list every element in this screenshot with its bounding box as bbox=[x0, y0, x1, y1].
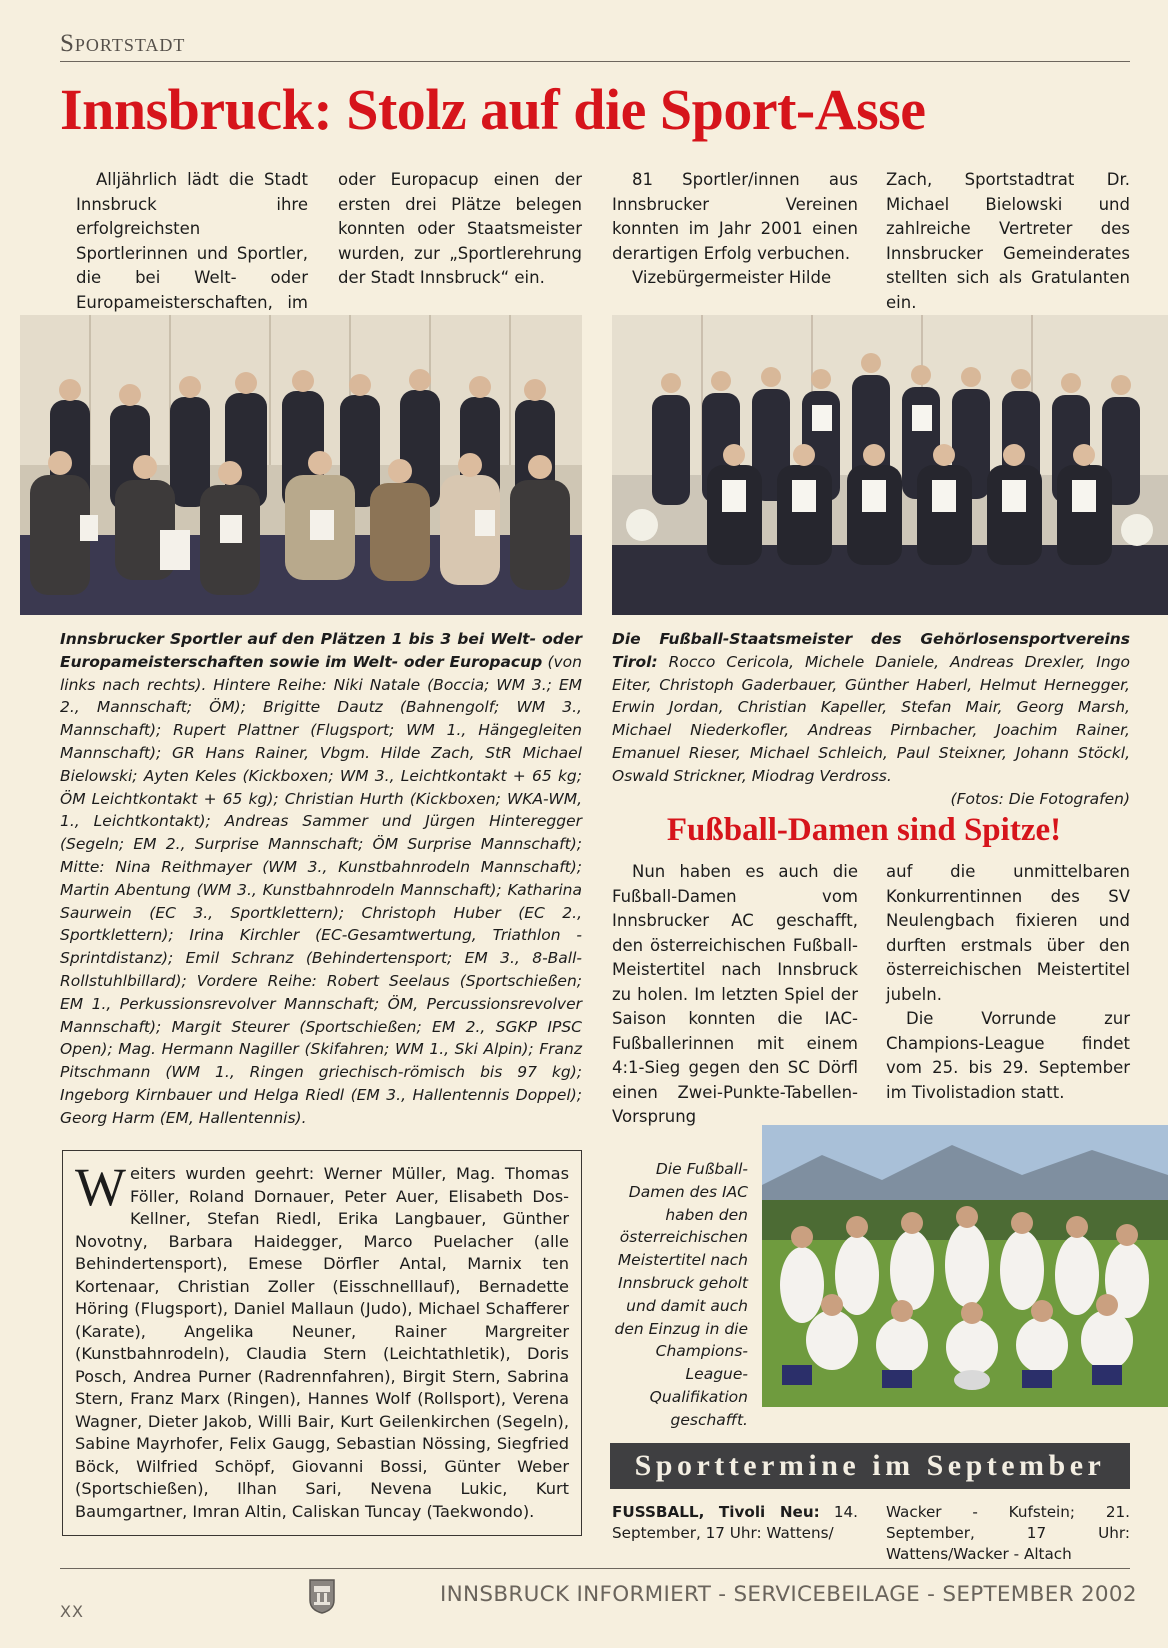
intro-col1-text: Alljährlich lädt die Stadt Innsbruck ihre erfolgreichsten Sportlerinnen und Sportler, die bei Welt- oder Europameisterschaften, im bbox=[76, 170, 308, 312]
termine-bold: FUSSBALL, Tivoli Neu: bbox=[612, 1503, 820, 1521]
intro-col4-text: Zach, Sportstadtrat Dr. Michael Bielowski und zahlreiche Vertreter des Innsbrucker Gemeinderates stellten sich als Gratulanten ein. bbox=[886, 170, 1130, 312]
intro-col3-text-b: Vizebürgermeister Hilde bbox=[632, 268, 832, 287]
deaf-football-team-photo bbox=[612, 315, 1168, 615]
sporttermine-banner: Sporttermine im September bbox=[610, 1443, 1130, 1489]
termine-column-1 bbox=[612, 1502, 858, 1544]
football-women-column-2 bbox=[886, 860, 1130, 1105]
athletes-caption-text: (von links nach rechts). Hintere Reihe: Niki Natale (Boccia; WM 3.; EM 2., Mannschaft; ÖM); Brigitte Dautz (Bahnengolf; WM 3., Mannschaft); Rupert Plattner (Flugsport; WM 1., Hängegleiten Mannschaft); GR Hans Rainer, Vbgm. Hilde Zach, StR Michael Bielowski; Ayten Keles (Kickboxen; WM 3., Leichtkontakt + 65 kg; ÖM Leichtkontakt + 65 kg); Christian Hurth (Kickboxen; WKA-WM, 1., Leichtkontakt); Andreas Sammer und Jürgen Hinteregger (Segeln; EM 2., Surprise Mannschaft; ÖM Surprise Mannschaft); Mitte: Nina Reithmayer (WM 3., Kunstbahnrodeln Mannschaft); Martin Abentung (WM 3., Kunstbahnrodeln Mannschaft); Katharina Saurwein (EC 3., Sportklettern); Christoph Huber (EC 2., Sportklettern); Irina Kirchler (EC-Gesamtwertung, Triathlon - Sprintdistanz); Emil Schranz (Behindertensport; EM 3., 8-Ball-Rollstuhlbillard); Vordere Reihe: Robert Seelaus (Sportschießen; EM 1., Perkussionsrevolver Mannschaft; ÖM, Percussionsrevolver Mannschaft); Margit Steurer (Sportschießen; EM 2., SGKP IPSC Open); Mag. Hermann Nagiller (Skifahren; WM 1., Ski Alpin); Franz Pitschmann (WM 1., Ringen griechisch-römisch bis 97 kg); Ingeborg Kirnbauer und Helga Riedl (EM 3., Hallentennis Doppel); Georg Harm (EM, Hallentennis). bbox=[60, 652, 582, 1127]
team-photo-caption: Die Fußball-Damen des IAC haben den österreichischen Meistertitel nach Innsbruck geholt und damit auch den Einzug in die Champions-League-Qualifikation geschafft. bbox=[614, 1160, 748, 1429]
further-honorees-box bbox=[62, 1150, 582, 1536]
intro-column-2 bbox=[338, 168, 582, 291]
intro-column-3 bbox=[612, 168, 858, 291]
publication-footer: INNSBRUCK INFORMIERT - SERVICEBEILAGE - SEPTEMBER 2002 bbox=[440, 1582, 1137, 1607]
football-women-column-1 bbox=[612, 860, 858, 1130]
intro-col3-text: 81 Sportler/innen aus Innsbrucker Vereinen konnten im Jahr 2001 einen derartigen Erfolg verbuchen. bbox=[612, 170, 858, 263]
football-women-col2-text-b: Die Vorrunde zur Champions-League findet vom 25. bis 29. September im Tivolistadion statt. bbox=[886, 1009, 1130, 1102]
football-caption-bold: Die Fußball-Staatsmeister des Gehörlosensportvereins Tirol: bbox=[612, 630, 1130, 671]
intro-col2-text: oder Europacup einen der ersten drei Plätze belegen konnten oder Staatsmeister wurden, zur „Sportlerehrung der Stadt Innsbruck“ ein. bbox=[338, 170, 582, 287]
page-number: XX bbox=[60, 1602, 84, 1621]
intro-column-4 bbox=[886, 168, 1130, 315]
photo-credit: (Fotos: Die Fotografen) bbox=[950, 789, 1130, 808]
top-rule bbox=[60, 61, 1130, 62]
athletes-photo-caption bbox=[60, 628, 582, 1130]
football-women-col2-text: auf die unmittelbaren Konkurrentinnen des SV Neulengbach fixieren und durften erstmals über den österreichischen Meistertitel jubeln. bbox=[886, 862, 1130, 1004]
bottom-rule bbox=[60, 1568, 1130, 1569]
athletes-caption-bold: Innsbrucker Sportler auf den Plätzen 1 bis 3 bei Welt- oder Europameisterschaften sowie im Welt- oder Europacup bbox=[60, 630, 582, 671]
article-title-football-women: Fußball-Damen sind Spitze! bbox=[666, 812, 1062, 848]
section-kicker: Sportstadt bbox=[60, 30, 186, 57]
termine-column-2 bbox=[886, 1502, 1130, 1565]
women-football-team-photo bbox=[762, 1125, 1168, 1407]
football-caption-text: Rocco Cericola, Michele Daniele, Andreas Drexler, Ingo Eiter, Christoph Gaderbauer, Günther Haberl, Helmut Hernegger, Erwin Jordan, Christian Kapeller, Stefan Mair, Georg Marsh, Michael Niederkofler, Andreas Pirnbacher, Joachim Rainer, Emanuel Rieser, Michael Schleich, Paul Steixner, Johann Stöckl, Oswald Strickner, Miodrag Verdross. bbox=[612, 652, 1130, 785]
football-team-caption bbox=[612, 628, 1130, 810]
football-women-col1-text: Nun haben es auch die Fußball-Damen vom Innsbrucker AC geschafft, den österreichischen Fußball-Meistertitel nach Innsbruck zu holen. Im letzten Spiel der Saison konnten die IAC-Fußballerinnen mit einem 4:1-Sieg gegen den SC Dörfl einen Zwei-Punkte-Tabellen-Vorsprung bbox=[612, 862, 858, 1126]
headline: Innsbruck: Stolz auf die Sport-Asse bbox=[60, 77, 926, 142]
intro-column-1 bbox=[76, 168, 308, 340]
termine-col2-text: Wacker - Kufstein; 21. September, 17 Uhr: Wattens/Wacker - Altach bbox=[886, 1503, 1130, 1563]
honorees-text: eiters wurden geehrt: Werner Müller, Mag. Thomas Föller, Roland Dornauer, Peter Auer, Elisabeth Dos-Kellner, Stefan Riedl, Erika Langbauer, Günther Novotny, Barbara Haidegger, Marco Puelacher (alle Behindertensport), Emese Dörfler Antal, Marnix ten Kortenaar, Christian Zoller (Eisschnelllauf), Bernadette Höring (Flugsport), Daniel Mallaun (Judo), Michael Schafferer (Karate), Angelika Neuner, Rainer Margreiter (Kunstbahnrodeln), Claudia Stern (Leichtathletik), Doris Posch, Andrea Purner (Radrennfahren), Birgit Stern, Sabrina Stern, Franz Marx (Ringen), Hannes Wolf (Rollsport), Verena Wagner, Dieter Jakob, Willi Bair, Kurt Geilenkirchen (Segeln), Sabine Mayrhofer, Felix Gaugg, Sebastian Nössing, Siegfried Böck, Wilfried Schöpf, Giovanni Bossi, Günter Weber (Sportschießen), Ilhan Sari, Nevena Lukic, Kurt Baumgartner, Imran Altin, Caliskan Tuncay (Taekwondo). bbox=[75, 1164, 569, 1521]
athletes-group-photo bbox=[20, 315, 582, 615]
termine-col1-text: 14. September, 17 Uhr: Wattens/ bbox=[612, 1503, 859, 1542]
city-crest-icon bbox=[308, 1578, 336, 1618]
drop-cap: W bbox=[75, 1157, 126, 1217]
